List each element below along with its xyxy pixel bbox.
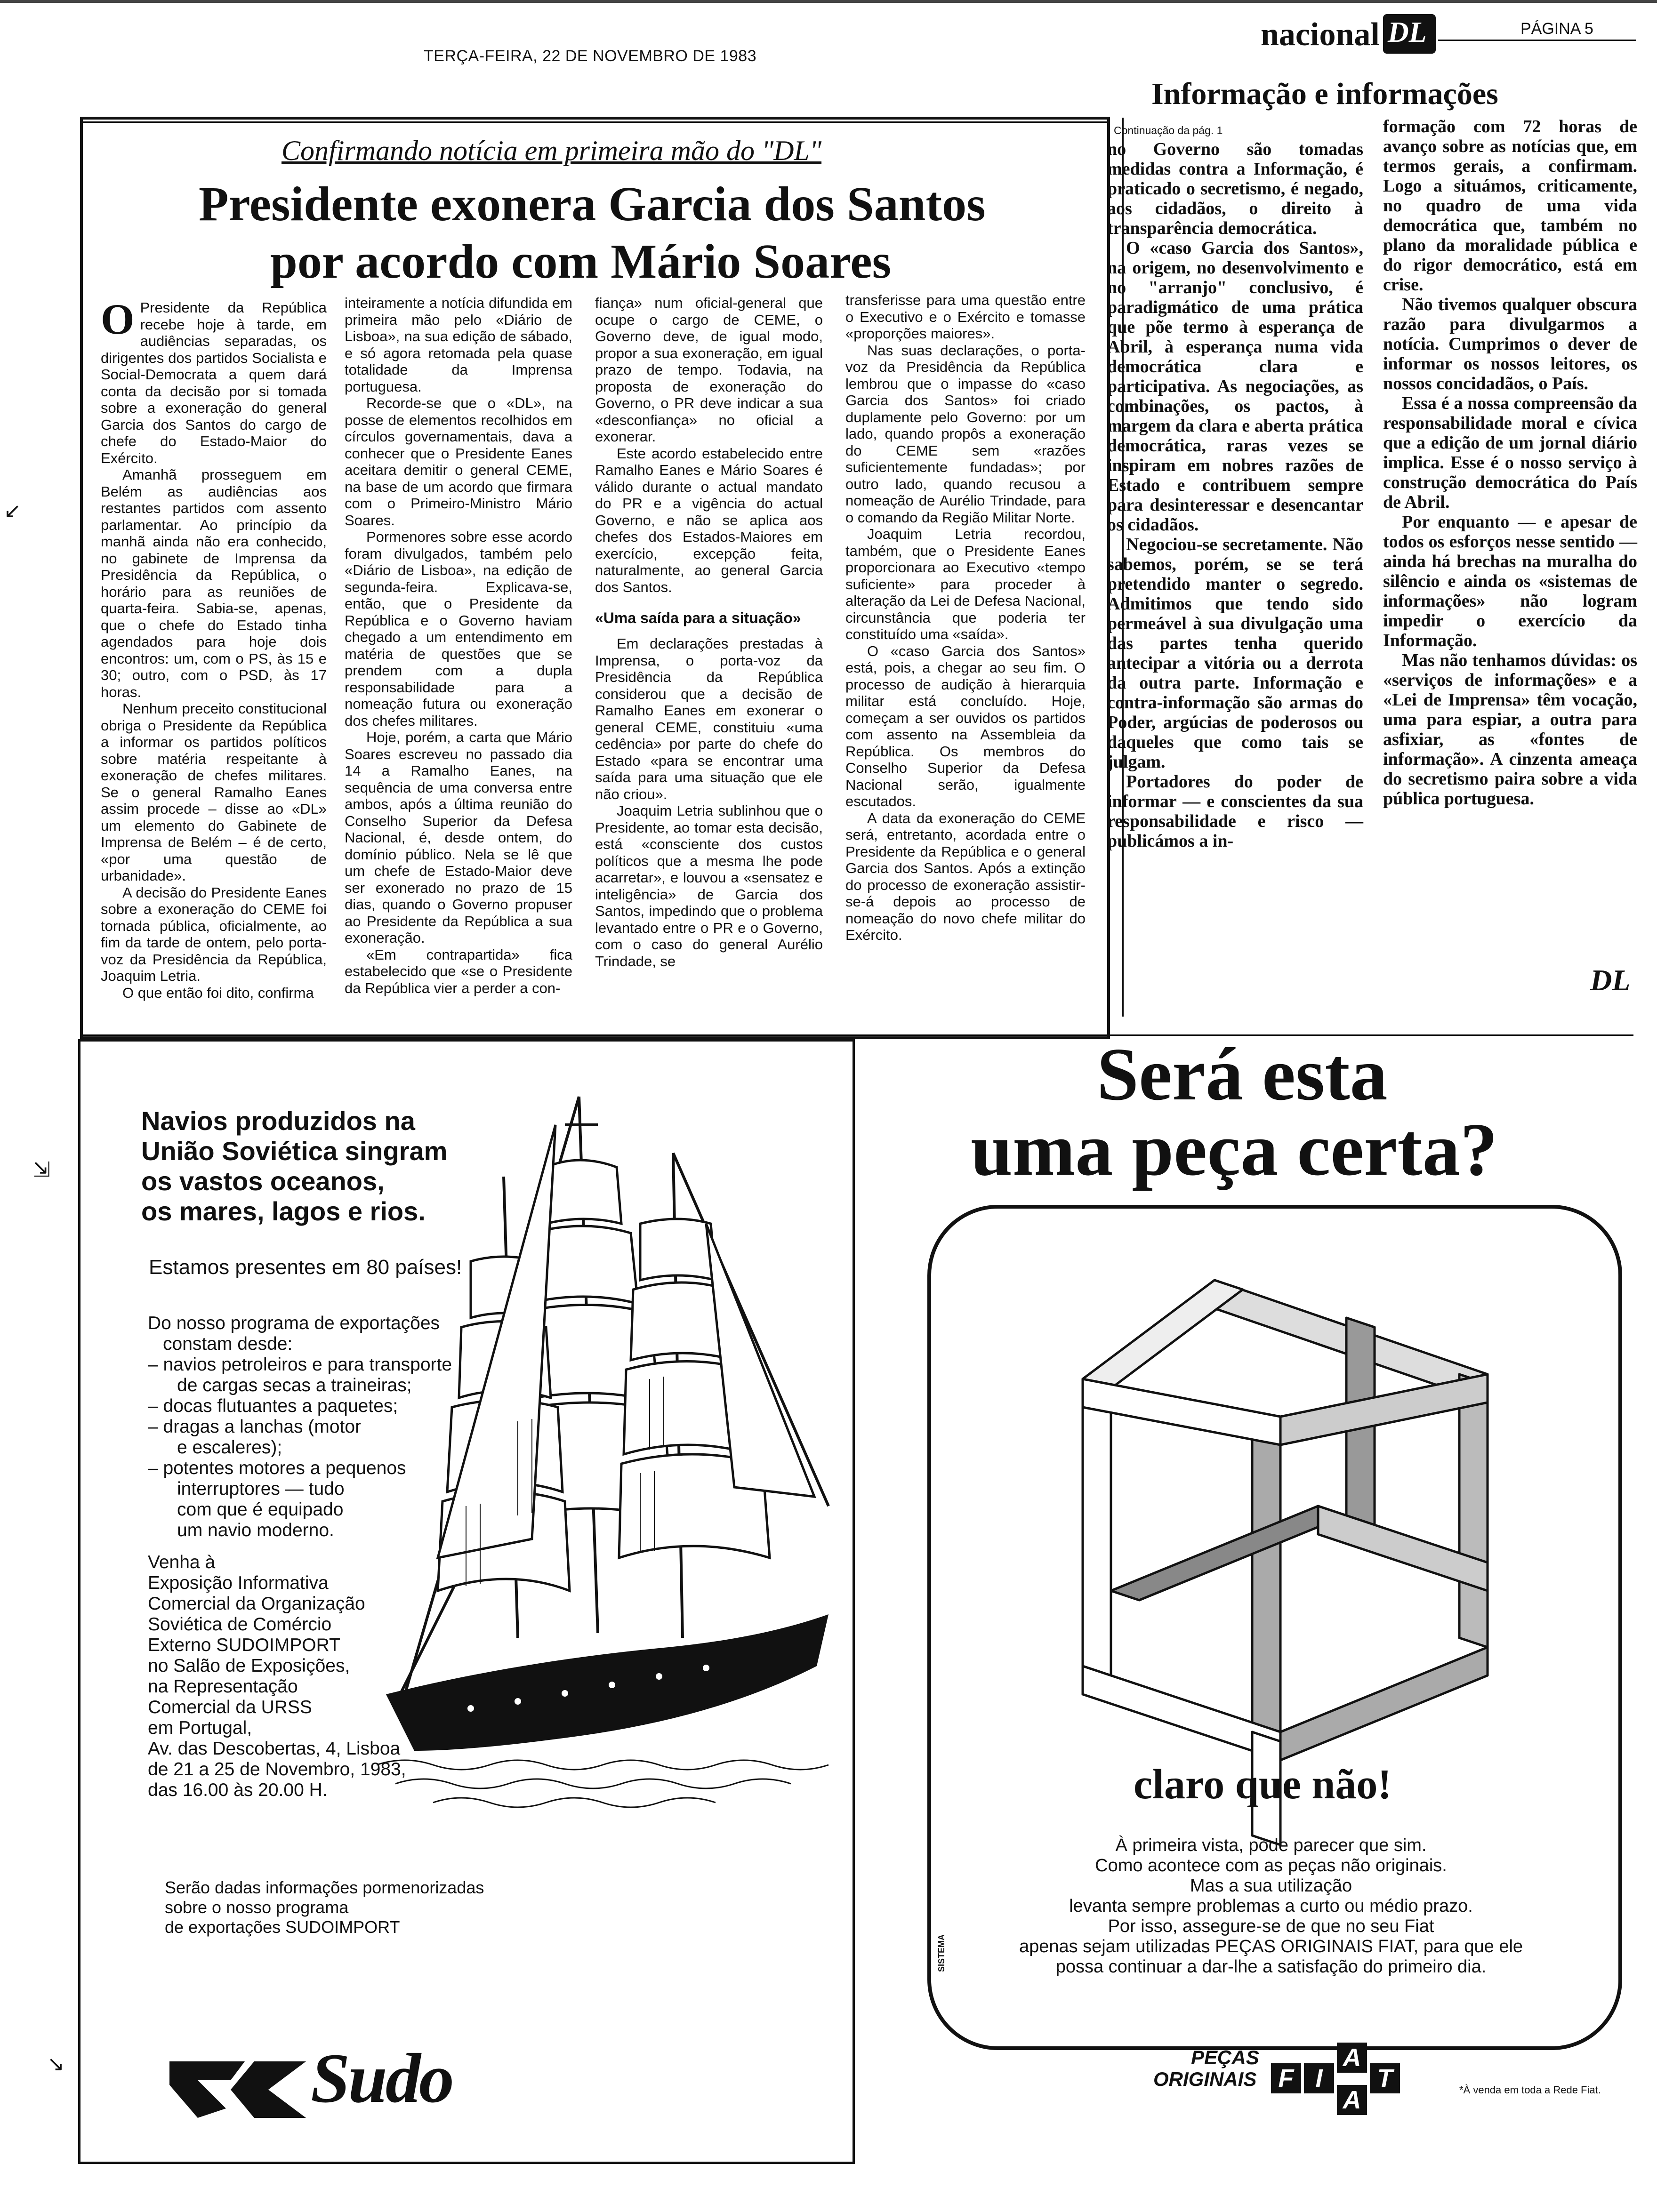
editorial-paragraph: formação com 72 horas de avanço sobre as notícias que, em termos gerais, a confirmam. Logo a situámos, criticamente, no quadro de uma vida democrática que, também no plano da moralidade pública e do rigor democrático, está em crise.: [1383, 117, 1637, 295]
editorial-paragraph: Portadores do poder de informar — e conscientes da sua responsabilidade e risco — publicámos a in-: [1107, 772, 1363, 851]
sudo-invite-line: em Portugal,: [148, 1718, 252, 1738]
article-kicker: Confirmando notícia em primeira mão do "DL": [282, 135, 822, 166]
cube-inner-upright: [1252, 1417, 1280, 1741]
middle-page-rule: [80, 1034, 1633, 1036]
article-paragraph: Recorde-se que o «DL», na posse de elementos recolhidos em círculos governamentais, dava a conhecer que o Presidente Eanes aceitara demitir o general CEME, na base de um acordo que firmara com o Primeiro-Ministro Mário Soares.: [345, 395, 572, 529]
article-paragraph: Nenhum preceito constitucional obriga o Presidente da República a informar os partidos políticos sobre matéria respeitante à exoneração de chefes militares. Se o general Ramalho Eanes assim procede – disse ao «DL» um elemento do Gabinete de Imprensa de Belém – é de certo, «por uma questão de urbanidade».: [101, 700, 327, 884]
sudo-headline-line: União Soviética singram: [141, 1136, 448, 1166]
editorial-column-2: [1383, 117, 1637, 809]
article-paragraph: Joaquim Letria sublinhou que o Presidente, ao tomar esta decisão, está «consciente dos custos políticos que a mesma lhe pode acarretar», e louvou a «sensatez e inteligência» de Garcia dos Santos, impedindo que o problema levantado entre o PR e o Governo, com o caso do general Aurélio Trindade, se: [595, 802, 823, 970]
scan-arrow-mark: ↙: [4, 499, 21, 522]
article-paragraph: A decisão do Presidente Eanes sobre a exoneração do CEME foi tornada pública, oficialmente, ao fim da tarde de ontem, pelo porta-voz da Presidência da República, Joaquim Letria.: [101, 884, 327, 984]
article-paragraph: A data da exoneração do CEME será, entretanto, acordada entre o Presidente da República e o general Garcia dos Santos. Após a extinção do processo de exoneração assistir-se-á depois ao processo de nomeação do novo chefe militar do Exército.: [845, 809, 1086, 943]
editorial-column-1: [1107, 139, 1363, 851]
fiat-body-line: Por isso, assegure-se de que no seu Fiat: [1108, 1916, 1434, 1936]
article-column-3: [595, 295, 823, 970]
fiat-body-line: À primeira vista, pode parecer que sim.: [1115, 1835, 1427, 1855]
fiat-logo-i: I: [1304, 2063, 1334, 2093]
editorial-paragraph: Essa é a nossa compreensão da responsabilidade moral e cívica que a edição de um jornal diário implica. Esse é o nosso serviço à construção democrática do País de Abril.: [1383, 393, 1637, 512]
sudo-invite-line: de 21 a 25 de Novembro, 1983,: [148, 1759, 406, 1779]
editorial-signature: DL: [1590, 963, 1631, 997]
fiat-brand-line-1: PEÇAS: [1191, 2046, 1259, 2068]
article-column-1: [101, 295, 327, 1001]
sudo-footer-line: de exportações SUDOIMPORT: [165, 1917, 400, 1937]
article-paragraph: Pormenores sobre esse acordo foram divulgados, também pelo «Diário de Lisboa», na edição de segunda-feira. Explicava-se, então, que o Presidente da República e o Governo haviam chegado a um entendimento em matéria de questões que se prendem com a dupla responsabilidade para a nomeação futura ou exoneração dos chefes militares.: [345, 529, 572, 729]
cube-back-right-bar: [1459, 1374, 1488, 1647]
article-paragraph: transferisse para uma questão entre o Executivo e o Exército e tomasse «proporções maiores».: [845, 292, 1086, 342]
editorial-paragraph: O «caso Garcia dos Santos», na origem, no desenvolvimento e no "arranjo" conclusivo, é paradigmático de uma prática que põe termo à esperança de Abril, à esperança numa vida democrática clara e participativa. As negociações, as combinações, os pactos, à margem da clara e aberta prática democrática, raras vezes se inspiram em nobres razões de Estado e contribuem sempre para desinteressar e desencantar os cidadãos.: [1107, 238, 1363, 535]
page-number: PÁGINA 5: [1520, 20, 1593, 38]
editorial-paragraph: Negociou-se secretamente. Não sabemos, porém, se se terá pretendido manter o segredo. Admitimos que tendo sido permeável à sua divulgação uma das partes tenha querido antecipar a vitória ou a derrota da outra parte. Informação e contra-informação são armas do Poder, argúcias de poderosos ou daqueles que como tais se julgam.: [1107, 535, 1363, 772]
header-rule: [1438, 40, 1636, 41]
sudo-footer: [165, 1878, 484, 1937]
cube-bottom-right-bar: [1280, 1647, 1488, 1760]
sudo-invite-line: Comercial da URSS: [148, 1697, 312, 1717]
sudo-footer-line: Serão dadas informações pormenorizadas: [165, 1878, 484, 1897]
fiat-logo-t: T: [1370, 2063, 1400, 2093]
article-paragraph: Joaquim Letria recordou, também, que o Presidente Eanes proporcionara ao Executivo «tempo suficiente» para proceder à alteração da Lei de Defesa Nacional, circunstância que poderia ter constituído uma «saída».: [845, 526, 1086, 642]
editorial-paragraph: Não tivemos qualquer obscura razão para divulgarmos a notícia. Cumprimos o dever de informar os nossos leitores, os nossos concidadãos, o País.: [1383, 295, 1637, 393]
sudo-invite: [148, 1552, 406, 1801]
article-paragraph: Em declarações prestadas à Imprensa, o porta-voz da Presidência da República considerou que a decisão de Ramalho Eanes em exonerar o general CEME, constituiu «uma cedência» por parte do chefe do Estado «para se encontrar uma saída para uma situação que ele não criou».: [595, 635, 823, 802]
article-paragraph: Nas suas declarações, o porta-voz da Presidência da República lembrou que o impasse do «caso Garcia dos Santos» foi criado duplamente pelo Governo: por um lado, quando propôs a exoneração do CEME sem «razões suficientemente fundadas»; por outro lado, quando recusou a nomeação de Aurélio Trindade, para o comando da Região Militar Norte.: [845, 342, 1086, 526]
sudo-brand: Sudo: [311, 2039, 452, 2117]
article-paragraph: Este acordo estabelecido entre Ramalho Eanes e Mário Soares é válido durante o actual mandato do PR e a vigência do actual Governo, e não se aplica aos chefes dos Estados-Maiores em exercício, excepção feita, naturalmente, ao general Garcia dos Santos.: [595, 445, 823, 595]
article-top-double-rule: [83, 121, 1107, 123]
cube-bottom-back-bar: [1111, 1506, 1346, 1600]
sudo-headline-line: os vastos oceanos,: [141, 1166, 385, 1196]
sudo-item-line: – dragas a lanchas (motor: [148, 1417, 362, 1437]
section-name: nacional: [1261, 16, 1380, 53]
top-scan-edge: [0, 0, 1657, 3]
sudo-item-line: – docas flutuantes a paquetes;: [148, 1396, 398, 1416]
sudo-item-line: um navio moderno.: [177, 1520, 334, 1540]
article-paragraph: fiança» num oficial-general que ocupe o cargo de CEME, o Governo deve, de igual modo, propor a sua exoneração, em igual prazo de tempo. Todavia, na proposta de exoneração do Governo, o PR deve indicar a sua «desconfiança» no oficial a exonerar.: [595, 295, 823, 445]
article-headline-2: por acordo com Mário Soares: [270, 234, 892, 289]
sudo-headline-line: os mares, lagos e rios.: [141, 1196, 426, 1226]
fiat-body: [937, 1835, 1605, 1977]
article-paragraph: Presidente da República recebe hoje à tarde, em audiências separadas, os dirigentes dos partidos Socialista e Social-Democrata a quem dará conta da decisão por si tomada sobre a exoneração do general Garcia dos Santos do cargo de chefe do Estado-Maior do Exército.: [101, 299, 327, 466]
article-column-2: [345, 295, 572, 996]
sudo-invite-line: Externo SUDOIMPORT: [148, 1635, 340, 1655]
article-paragraph: «Em contrapartida» fica estabelecido que «se o Presidente da República vier a perder a con-: [345, 946, 572, 996]
fiat-brand-line-2: ORIGINAIS: [1153, 2068, 1257, 2090]
scan-arrow-mark: ⇲: [33, 1158, 50, 1181]
sudo-item-line: com que é equipado: [177, 1499, 344, 1520]
article-subhead: «Uma saída para a situação»: [595, 609, 801, 626]
sudo-invite-line: Av. das Descobertas, 4, Lisboa: [148, 1739, 401, 1759]
sudo-logo-icon: [169, 2052, 311, 2123]
editorial-title: Informação e informações: [1151, 77, 1498, 111]
cube-left-front-upright: [1083, 1379, 1111, 1675]
sudo-invite-line: na Representação: [148, 1676, 298, 1697]
article-paragraph: Hoje, porém, a carta que Mário Soares escreveu no passado dia 14 a Ramalho Eanes, na sequência de uma conversa entre ambos, após a última reunião do Conselho Superior da Defesa Nacional, é, desde ontem, do domínio público. Nela se lê que um chefe de Estado-Maior deve ser exonerado no prazo de 15 dias, quando o Governo propuser ao Presidente da República a sua exoneração.: [345, 729, 572, 946]
ship-sails: [438, 1125, 814, 1591]
editorial-paragraph: Por enquanto — e apesar de todos os esforços nesse sentido — ainda há brechas na muralha do silêncio e ainda os «sistemas de informações» não logram impedir o exercício da Informação.: [1383, 512, 1637, 650]
cube-front-right-top: [1280, 1374, 1488, 1445]
sudo-invite-line: Comercial da Organização: [148, 1594, 365, 1614]
sudo-item-line: interruptores — tudo: [177, 1479, 345, 1499]
sudo-invite-line: Exposição Informativa: [148, 1573, 329, 1593]
sudo-footer-line: sobre o nosso programa: [165, 1898, 349, 1917]
fiat-body-line: apenas sejam utilizadas PEÇAS ORIGINAIS FIAT, para que ele: [1019, 1937, 1523, 1956]
fiat-headline-2: uma peça certa?: [971, 1107, 1498, 1191]
article-paragraph: O «caso Garcia dos Santos» está, pois, a chegar ao seu fim. O processo de audição à hierarquia militar está concluído. Hoje, começam a ser ouvidos os partidos com assento na Assembleia da República. Os membros do Conselho Superior da Defesa Nacional serão, igualmente escutados.: [845, 642, 1086, 809]
sudo-item-line: de cargas secas a traineiras;: [177, 1375, 412, 1395]
sudo-invite-line: Venha à: [148, 1552, 216, 1572]
sudo-presence: Estamos presentes em 80 países!: [149, 1256, 462, 1279]
fiat-headline-1: Será esta: [1097, 1032, 1388, 1116]
article-dropcap: O: [101, 295, 135, 343]
fiat-body-line: levanta sempre problemas a curto ou médio prazo.: [1069, 1896, 1473, 1916]
fiat-body-line: Mas a sua utilização: [1190, 1876, 1352, 1896]
sudo-text-line: Do nosso programa de exportações: [148, 1313, 440, 1333]
fiat-body-line: Como acontece com as peças não originais.: [1095, 1856, 1447, 1875]
editorial-continuation: Continuação da pág. 1: [1114, 124, 1223, 136]
sudo-text-line: constam desde:: [163, 1334, 293, 1354]
fiat-body-line: possa continuar a dar-lhe a satisfação do primeiro dia.: [1055, 1957, 1487, 1977]
section-logo: DL: [1388, 16, 1427, 48]
article-column-4: [845, 292, 1086, 944]
fiat-agency-credit: SISTEMA: [937, 1934, 946, 1972]
sudo-invite-line: das 16.00 às 20.00 H.: [148, 1780, 328, 1800]
fiat-logo-a: A: [1337, 2043, 1367, 2073]
scan-arrow-mark: ↘: [47, 2052, 64, 2076]
page-date: TERÇA-FEIRA, 22 DE NOVEMBRO DE 1983: [424, 47, 757, 65]
cube-bottom-left-bar: [1083, 1666, 1280, 1760]
sudo-item-line: e escaleres);: [177, 1437, 282, 1458]
sudo-invite-line: Soviética de Comércio: [148, 1614, 332, 1635]
article-paragraph: inteiramente a notícia difundida em primeira mão pelo «Diário de Lisboa», na sua edição de sábado, e só agora retomada pela quase totalidade da Imprensa portuguesa.: [345, 295, 572, 395]
editorial-paragraph: Mas não tenhamos dúvidas: os «serviços de informações» e a «Lei de Imprensa» têm vocação, uma para espiar, a outra para asfixiar, as «fontes de informação». A cinzenta ameaça do secretismo paira sobre a vida pública portuguesa.: [1383, 650, 1637, 809]
article-paragraph: O que então foi dito, confirma: [122, 984, 314, 1001]
tall-ship-illustration: [377, 1082, 838, 1817]
fiat-brand-block: [1153, 2043, 1431, 2127]
editorial-paragraph: no Governo são tomadas medidas contra a Informação, é praticado o secretismo, é negado, aos cidadãos, o direito à transparência democrática.: [1107, 139, 1363, 238]
fiat-logo-a-lower: A: [1337, 2085, 1367, 2115]
sea-waves: [377, 1760, 828, 1807]
article-paragraph: Amanhã prosseguem em Belém as audiências aos restantes partidos com assento parlamentar. Ao princípio da manhã ainda não era conhecido, no gabinete de Imprensa da Presidência da República, o horário para as reuniões de quarta-feira. Sabia-se, apenas, que o chefe do Estado tinha agendados para hoje dois encontros: um, com o PS, às 15 e 30; outro, com o PSD, às 17 horas.: [101, 466, 327, 700]
cube-left-top-bar: [1083, 1280, 1243, 1388]
fiat-answer: claro que não!: [1134, 1761, 1392, 1808]
ship-hull: [386, 1614, 828, 1751]
fiat-logo-f: F: [1271, 2063, 1301, 2093]
article-headline-1: Presidente exonera Garcia dos Santos: [199, 177, 986, 231]
cube-front-top-bar: [1083, 1379, 1280, 1445]
sudo-item-line: – potentes motores a pequenos: [148, 1458, 406, 1478]
sudo-invite-line: no Salão de Exposições,: [148, 1656, 350, 1676]
sudo-item-line: – navios petroleiros e para transporte: [148, 1354, 452, 1375]
fiat-footnote: *À venda em toda a Rede Fiat.: [1459, 2084, 1601, 2096]
sudo-headline-line: Navios produzidos na: [141, 1106, 415, 1136]
